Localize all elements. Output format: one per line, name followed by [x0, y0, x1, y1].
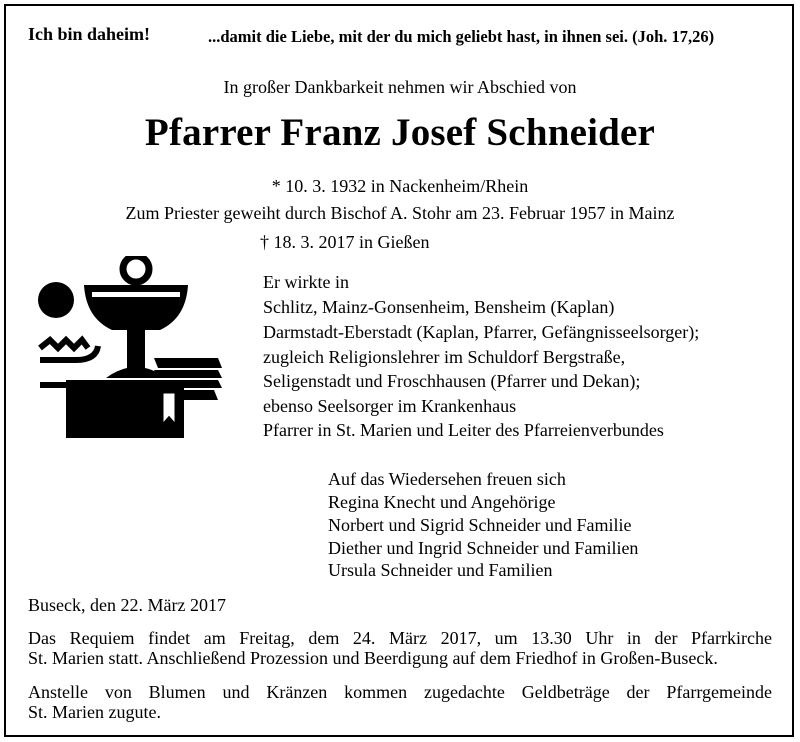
career-line-6: ebenso Seelsorger im Krankenhaus	[263, 396, 517, 416]
career-line-5: Seligenstadt und Froschhausen (Pfarrer und Dekan);	[263, 371, 641, 391]
requiem-line-1: Das Requiem findet am Freitag, dem 24. März 2017, um 13.30 Uhr in der Pfarrkirche	[28, 628, 772, 648]
career-line-3: Darmstadt-Eberstadt (Kaplan, Pfarrer, Gefängnisseelsorger);	[263, 322, 700, 342]
mourners-line-2: Regina Knecht und Angehörige	[328, 492, 556, 512]
header-left-quote: Ich bin daheim!	[28, 24, 151, 44]
death-line: † 18. 3. 2017 in Gießen	[260, 232, 430, 252]
intro-text: In großer Dankbarkeit nehmen wir Abschied von	[223, 77, 577, 97]
chalice-host-book-icon	[36, 256, 226, 441]
mourners-line-4: Diether und Ingrid Schneider und Familien	[328, 538, 639, 558]
place-date: Buseck, den 22. März 2017	[28, 595, 226, 615]
mourners-line-5: Ursula Schneider und Familien	[328, 560, 553, 580]
ordination-line: Zum Priester geweiht durch Bischof A. Stohr am 23. Februar 1957 in Mainz	[125, 203, 675, 223]
mourners-line-1: Auf das Wiedersehen freuen sich	[328, 469, 566, 489]
donation-line-1: Anstelle von Blumen und Kränzen kommen zugedachte Geldbeträge der Pfarrgemeinde	[28, 682, 772, 702]
career-line-7: Pfarrer in St. Marien und Leiter des Pfarreienverbundes	[263, 420, 664, 440]
requiem-line-2: St. Marien statt. Anschließend Prozession und Beerdigung auf dem Friedhof in Großen-Buseck.	[28, 648, 718, 668]
career-line-4: zugleich Religionslehrer im Schuldorf Bergstraße,	[263, 347, 626, 367]
deceased-name: Pfarrer Franz Josef Schneider	[144, 111, 656, 154]
header-bible-verse: ...damit die Liebe, mit der du mich geliebt hast, in ihnen sei. (Joh. 17,26)	[208, 27, 715, 46]
career-line-1: Er wirkte in	[263, 272, 349, 292]
mourners-line-3: Norbert und Sigrid Schneider und Familie	[328, 515, 632, 535]
birth-line: * 10. 3. 1932 in Nackenheim/Rhein	[271, 176, 529, 196]
donation-line-2: St. Marien zugute.	[28, 702, 161, 722]
career-line-2: Schlitz, Mainz-Gonsenheim, Bensheim (Kaplan)	[263, 297, 615, 317]
